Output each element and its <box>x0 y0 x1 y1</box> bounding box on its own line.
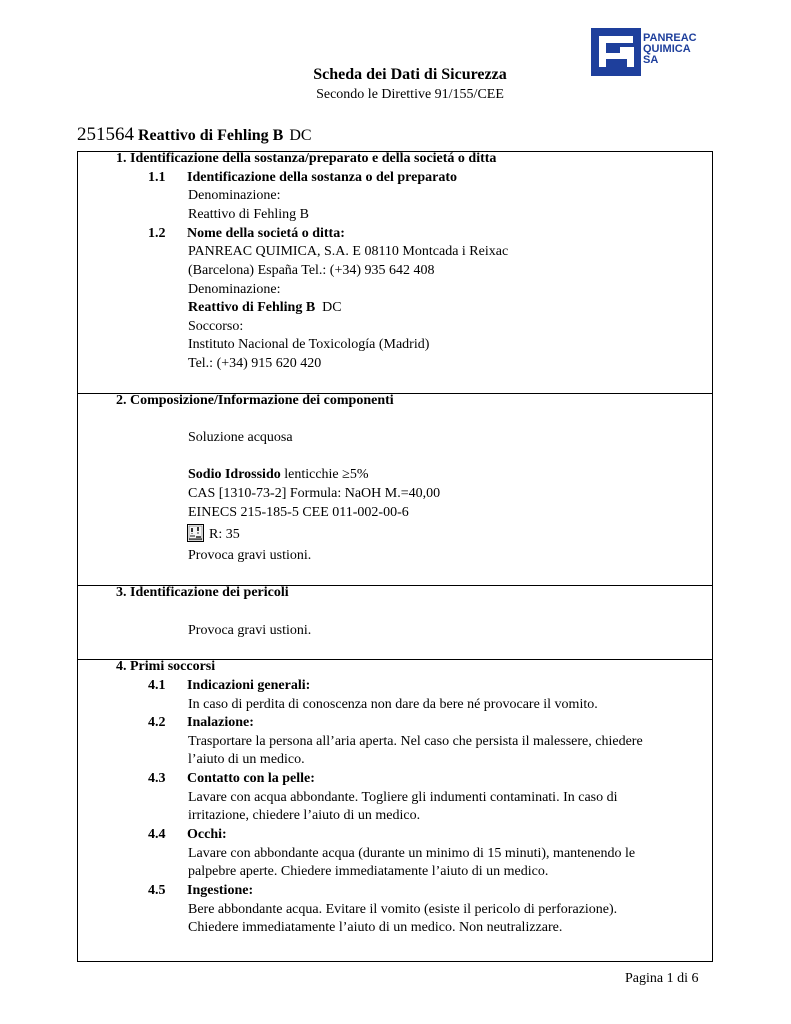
company-address: PANREAC QUIMICA, S.A. E 08110 Montcada i Reixac <box>188 244 509 259</box>
first-aid-text: irritazione, chiedere l’aiuto di un medico. <box>188 808 421 823</box>
component-name: Sodio Idrossido <box>188 467 281 482</box>
subsection-number: 4.2 <box>148 715 166 730</box>
product-heading <box>77 124 312 146</box>
product-grade: DC <box>289 127 312 144</box>
subsection-title: Occhi: <box>187 827 227 842</box>
first-aid-text: Lavare con acqua abbondante. Togliere gli indumenti contaminati. In caso di <box>188 790 618 805</box>
product-name: Reattivo di Fehling B <box>138 127 284 144</box>
logo-line: SA <box>643 54 659 66</box>
emergency-institute: Instituto Nacional de Toxicología (Madrid) <box>188 337 430 352</box>
component-line <box>188 466 369 484</box>
denomination-label: Denominazione: <box>188 188 281 203</box>
section-3-heading: 3. Identificazione dei pericoli <box>116 585 289 600</box>
subsection-number: 4.3 <box>148 771 166 786</box>
product-name-inline: Reattivo di Fehling B <box>188 300 316 315</box>
subsection-number: 4.5 <box>148 883 166 898</box>
subsection-title: Inalazione: <box>187 715 254 730</box>
emergency-phone: Tel.: (+34) 915 620 420 <box>188 356 322 371</box>
company-phone: (Barcelona) España Tel.: (+34) 935 642 408 <box>188 263 435 278</box>
company-logo-text <box>643 33 697 66</box>
subsection-number: 1.2 <box>148 226 166 241</box>
denomination-label: Denominazione: <box>188 282 281 297</box>
denomination-value <box>188 299 342 317</box>
section-1-heading: 1. Identificazione della sostanza/preparato e della societá o ditta <box>116 151 497 166</box>
corrosive-hazard-icon <box>187 524 204 542</box>
section-4-heading: 4. Primi soccorsi <box>116 659 216 674</box>
denomination-value: Reattivo di Fehling B <box>188 207 309 222</box>
page-number: Pagina 1 di 6 <box>625 971 699 986</box>
logo-line: PANREAC <box>643 32 697 44</box>
first-aid-text: Bere abbondante acqua. Evitare il vomito (esiste il pericolo di perforazione). <box>188 902 618 917</box>
emergency-label: Soccorso: <box>188 319 244 334</box>
first-aid-text: palpebre aperte. Chiedere immediatamente l’aiuto di un medico. <box>188 864 549 879</box>
solution-type: Soluzione acquosa <box>188 430 293 445</box>
subsection-title: Nome della societá o ditta: <box>187 226 345 241</box>
first-aid-text: In caso di perdita di conoscenza non dare da bere né provocare il vomito. <box>188 697 598 712</box>
hazard-description: Provoca gravi ustioni. <box>188 623 312 638</box>
first-aid-text: Chiedere immediatamente l’aiuto di un medico. Non neutralizzare. <box>188 920 563 935</box>
subsection-title: Identificazione della sostanza o del preparato <box>187 170 458 185</box>
product-grade-inline: DC <box>322 300 342 315</box>
hazard-description: Provoca gravi ustioni. <box>188 548 312 563</box>
einecs-line: EINECS 215-185-5 CEE 011-002-00-6 <box>188 505 409 520</box>
logo-line: QUIMICA <box>643 43 691 55</box>
subsection-number: 4.4 <box>148 827 166 842</box>
subsection-number: 4.1 <box>148 678 166 693</box>
subsection-title: Contatto con la pelle: <box>187 771 315 786</box>
document-subtitle: Secondo le Direttive 91/155/CEE <box>316 87 504 102</box>
subsection-title: Ingestione: <box>187 883 254 898</box>
subsection-title: Indicazioni generali: <box>187 678 311 693</box>
component-detail: lenticchie ≥5% <box>284 467 369 482</box>
section-2-heading: 2. Composizione/Informazione dei componenti <box>116 393 394 408</box>
document-title: Scheda dei Dati di Sicurezza <box>313 66 507 83</box>
first-aid-text: Trasportare la persona all’aria aperta. Nel caso che persista il malessere, chiedere <box>188 734 643 749</box>
cas-line: CAS [1310-73-2] Formula: NaOH M.=40,00 <box>188 486 441 501</box>
first-aid-text: l’aiuto di un medico. <box>188 752 305 767</box>
product-code: 251564 <box>77 124 134 145</box>
subsection-number: 1.1 <box>148 170 166 185</box>
first-aid-text: Lavare con abbondante acqua (durante un minimo di 15 minuti), mantenendo le <box>188 846 636 861</box>
risk-phrase: R: 35 <box>209 527 240 542</box>
